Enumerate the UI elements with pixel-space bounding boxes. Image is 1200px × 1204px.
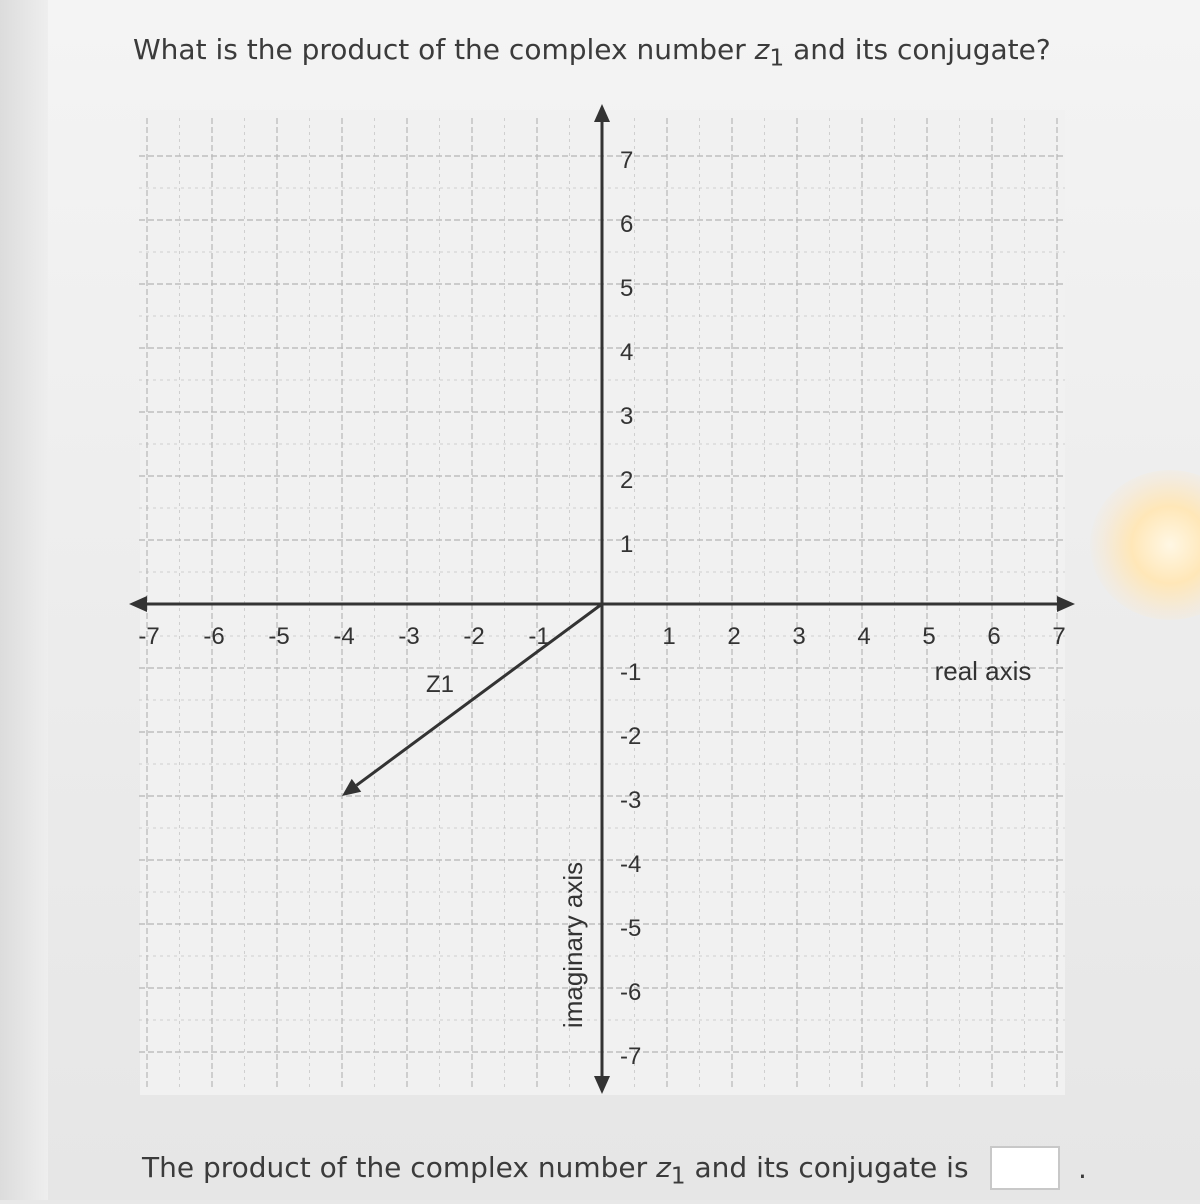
y-tick-label: -4 [620, 851, 642, 878]
x-tick-label: 3 [792, 623, 806, 650]
x-tick-label: 1 [662, 623, 676, 650]
x-tick-label: 2 [727, 623, 741, 650]
y-tick-label: 2 [620, 467, 634, 494]
y-tick-label: -6 [620, 979, 642, 1006]
y-axis-title: imaginary axis [558, 861, 588, 1029]
x-axis-title: real axis [934, 656, 1032, 686]
answer-period: . [1078, 1152, 1087, 1185]
answer-lead: The product of the complex number [142, 1151, 657, 1184]
question-tail: and its conjugate? [784, 33, 1051, 66]
answer-input-box[interactable] [990, 1146, 1060, 1190]
x-tick-label: -5 [268, 623, 290, 650]
x-tick-label: -7 [138, 623, 160, 650]
x-tick-label: -1 [528, 623, 550, 650]
x-tick-label: -3 [398, 623, 420, 650]
x-tick-label: 4 [857, 623, 871, 650]
y-tick-label: 1 [620, 531, 634, 558]
x-axis-left-arrow [129, 596, 147, 612]
x-tick-label: -6 [203, 623, 225, 650]
answer-subscript: 1 [670, 1161, 686, 1190]
x-tick-label: -2 [463, 623, 485, 650]
x-tick-label: 5 [922, 623, 936, 650]
y-tick-label: 4 [620, 339, 634, 366]
question-variable: z [754, 33, 770, 66]
answer-tail: and its conjugate is [685, 1151, 969, 1184]
answer-variable: z [656, 1151, 671, 1184]
y-tick-label: -5 [620, 915, 642, 942]
question-lead: What is the product of the complex number [133, 33, 755, 66]
y-tick-label: 6 [620, 211, 634, 238]
x-tick-label: 7 [1052, 623, 1066, 650]
vector-label: Z1 [425, 671, 455, 698]
y-tick-label: -3 [620, 787, 642, 814]
y-tick-label: 3 [620, 403, 634, 430]
y-tick-label: -2 [620, 723, 642, 750]
y-tick-label: 5 [620, 275, 634, 302]
x-tick-label: 6 [987, 623, 1001, 650]
y-tick-label: -1 [620, 659, 642, 686]
x-axis-right-arrow [1057, 596, 1075, 612]
question-subscript: 1 [769, 43, 785, 72]
y-tick-label: 7 [620, 147, 634, 174]
x-tick-label: -4 [333, 623, 355, 650]
y-tick-label: -7 [620, 1043, 642, 1070]
